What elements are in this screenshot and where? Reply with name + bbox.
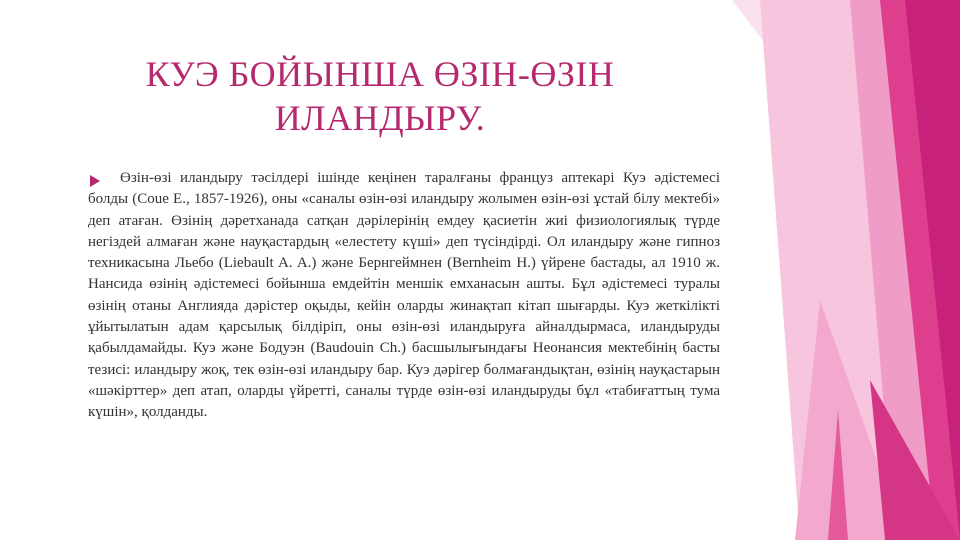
slide-title (120, 52, 640, 140)
title-line-2: ИЛАНДЫРУ. (274, 98, 486, 138)
body-paragraph: Өзін-өзі иландыру тәсілдері ішінде кеңінен таралғаны француз аптекарі Куэ әдістемесі болды (Coue E., 1857-1926), оны «саналы өзін-өзі иландыру жолымен өзін-өзі ұстай білу мектебі» деп атаған. Өзінің дәретханада сатқан дәрілерінің емдеу қасиетін жиі физиологиялық түрде негіздей алмаған және науқастардың «елестету күші» деп түсіндірді. Ол иландыру және гипноз техникасына Льебо (Liebault A. A.) және Бернгеймнен (Bernheim H.) үйрене бастады, ал 1910 ж. Нансида өзінің әдістемесі бойынша емдейтін меншік емханасын ашты. Бұл әдістемесі туралы өзінің отаны Англияда дәрістер оқыды, кейін оларды жинақтап кітап шығарды. Куэ жеткілікті ұйытылатын адам қарсылық білдіріп, оны өзін-өзі иландыруға айналдырмаса, иландыруды қабылдамайды. Куэ және Бодуэн (Baudouin Ch.) басшылығындағы Неонансия мектебінің басты тезисі: иландыру жоқ, тек өзін-өзі иландыру бар. Куэ дәрігер болмағандықтан, өзінің науқастарын «шәкірттер» деп атап, оларды үйретті, саналы түрде өзін-өзі иландыруды бұл «табиғаттың тума күшін», қолданды. (88, 170, 720, 421)
title-line-1: КУЭ БОЙЫНША ӨЗІН-ӨЗІН (145, 54, 615, 94)
